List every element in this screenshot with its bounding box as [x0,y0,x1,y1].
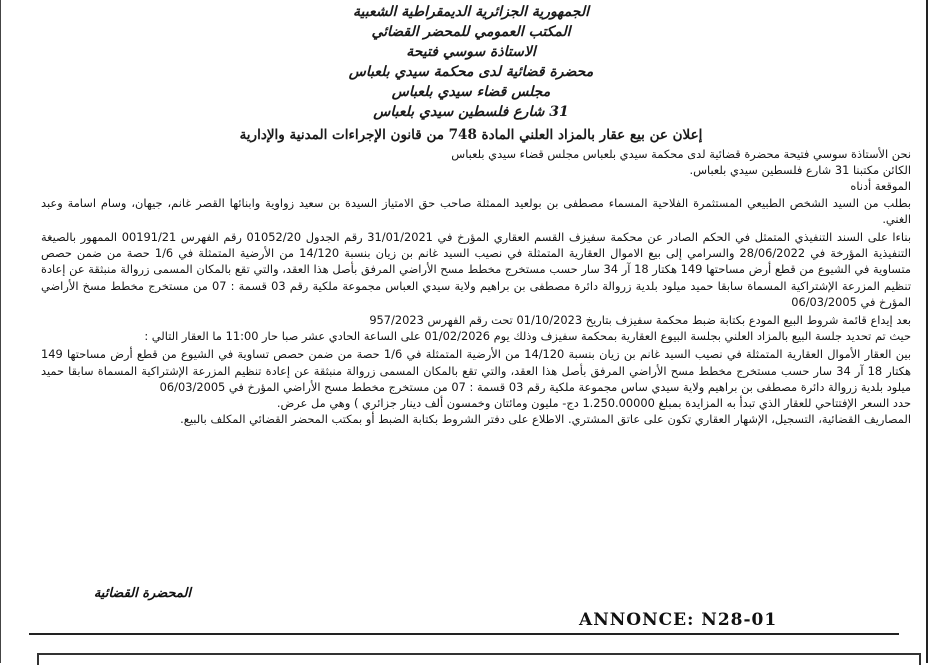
header-court: محضرة قضائية لدى محكمة سيدي بلعباس [348,64,594,80]
next-notice-frame [37,653,921,665]
deposit-paragraph: بعد إيداع قائمة شروط البيع المودع بكتابة ضبط محكمة سفيزف بتاريخ 01/10/2023 تحت رقم الفهرس 957/2023 [369,313,911,328]
notice-header [151,2,791,146]
header-office: المكتب العمومي للمحضر القضائي [371,24,571,40]
fees-paragraph: المصاريف القضائية، التسجيل، الإشهار العقاري تكون على عاتق المشتري. الاطلاع على دفتر الشروط بكتابة الضبط أو بمكتب المحضر القضائي المكلف بالبيع. [180,412,911,427]
header-council: مجلس قضاء سيدي بلعباس [391,84,551,100]
signature: المحضرة القضائية [93,586,191,601]
auction-date-paragraph: حيث تم تحديد جلسة البيع بالمزاد العلني بجلسة البيوع العقارية بمحكمة سفيزف وذلك يوم 01/02/2026 على الساعة الحادي عشر صبا حار 11:00 ما العقار التالي : [144,329,911,344]
header-republic: الجمهورية الجزائرية الديمقراطية الشعبية [352,4,589,20]
notice-title: إعلان عن بيع عقار بالمزاد العلني المادة 748 من قانون الإجراءات المدنية والإدارية [239,127,703,143]
requester-paragraph: بطلب من السيد الشخص الطبيعي المستثمرة الفلاحية المسماء مصطفى بن بولعيد الممثلة صاحب حق الامتياز السيدة بن سعيد زواوية وابنائها القصر غانم، جيهان، وسام اسامة وعبد الغني. [41,195,911,226]
undersigned-paragraph: الموقعة أدناه [850,179,911,194]
intro-paragraph: نحن الأستاذة سوسي فتيحة محضرة قضائية لدى محكمة سيدي بلعباس مجلس قضاء سيدي بلعباس [451,147,911,161]
header-bailiff-name: الاستاذة سوسي فتيحة [406,44,536,60]
office-address-paragraph: الكائن مكتبنا 31 شارع فلسطين سيدي بلعباس. [689,163,911,178]
annonce-number: ANNONCE: N28-01 [579,610,778,630]
opening-price-paragraph: حدد السعر الإفتتاحي للعقار الذي تبدأ به المزايدة بمبلغ 1.250.00000 دج- مليون ومائتان وخمسون ألف دينار جزائري ) وهي مل عرض. [276,396,911,411]
property-description-paragraph: بين العقار الأموال العقارية المتمثلة في نصيب السيد غانم بن زيان بنسبة 14/120 من الأرضية المتمثلة في 1/6 حصة من ضمن حصص تساوية في الشيوع من قطع أرض مساحتها 149 هكتار 18 آر 34 سار حسب مستخرج مخطط مسح الأراضي المرفق بأصل هذا العقد، والتي تقع بالمكان المسمى زروالة منبثقة عن إعادة تنظيم المزرعة الإشتراكية المسماة سابقا حميد ميلود بلدية زروالة دائرة مصطفى بن براهيم ولاية سيدي ساس مجموعة ملكية رقم 03 قسمة : 07 من مستخرج مخطط مسح الأراضي المؤرخ في 06/03/2005 [41,347,911,394]
header-address: 31 شارع فلسطين سيدي بلعباس [373,104,569,120]
enforcement-paragraph: بناءا على السند التنفيذي المتمثل في الحكم الصادر عن محكمة سفيزف القسم العقاري المؤرخ في 31/01/2021 رقم الجدول 01052/20 رقم الفهرس 00191/21 الممهور بالصيغة التنفيذية المؤرخة في 28/06/2022 والسرامي إلى بيع الاموال العقارية المتمثلة في نصيب السيد غانم بن زيان بنسبة 14/120 من الأرضية المتمثلة في 1/6 حصة من ضمن حصص متساوية في الشيوع من قطع أرض مساحتها 149 هكتار 18 آر 34 سار حسب مستخرج مخطط مسح الأراضي المرفق بأصل هذا العقد، والتي تقع بالمكان المسمى زروالة منبثقة عن إعادة تنظيم المزرعة الإشتراكية المسماة سابقا حميد ميلود بلدية زروالة دائرة مصطفى بن براهيم ولاية سيدي العباس مجموعة ملكية رقم 03 قسمة : 07 من مستخرج مخطط مسخ الأراضي المؤرخ في 06/03/2005 [41,230,912,309]
notice-body [41,146,911,427]
bottom-divider [29,633,899,635]
